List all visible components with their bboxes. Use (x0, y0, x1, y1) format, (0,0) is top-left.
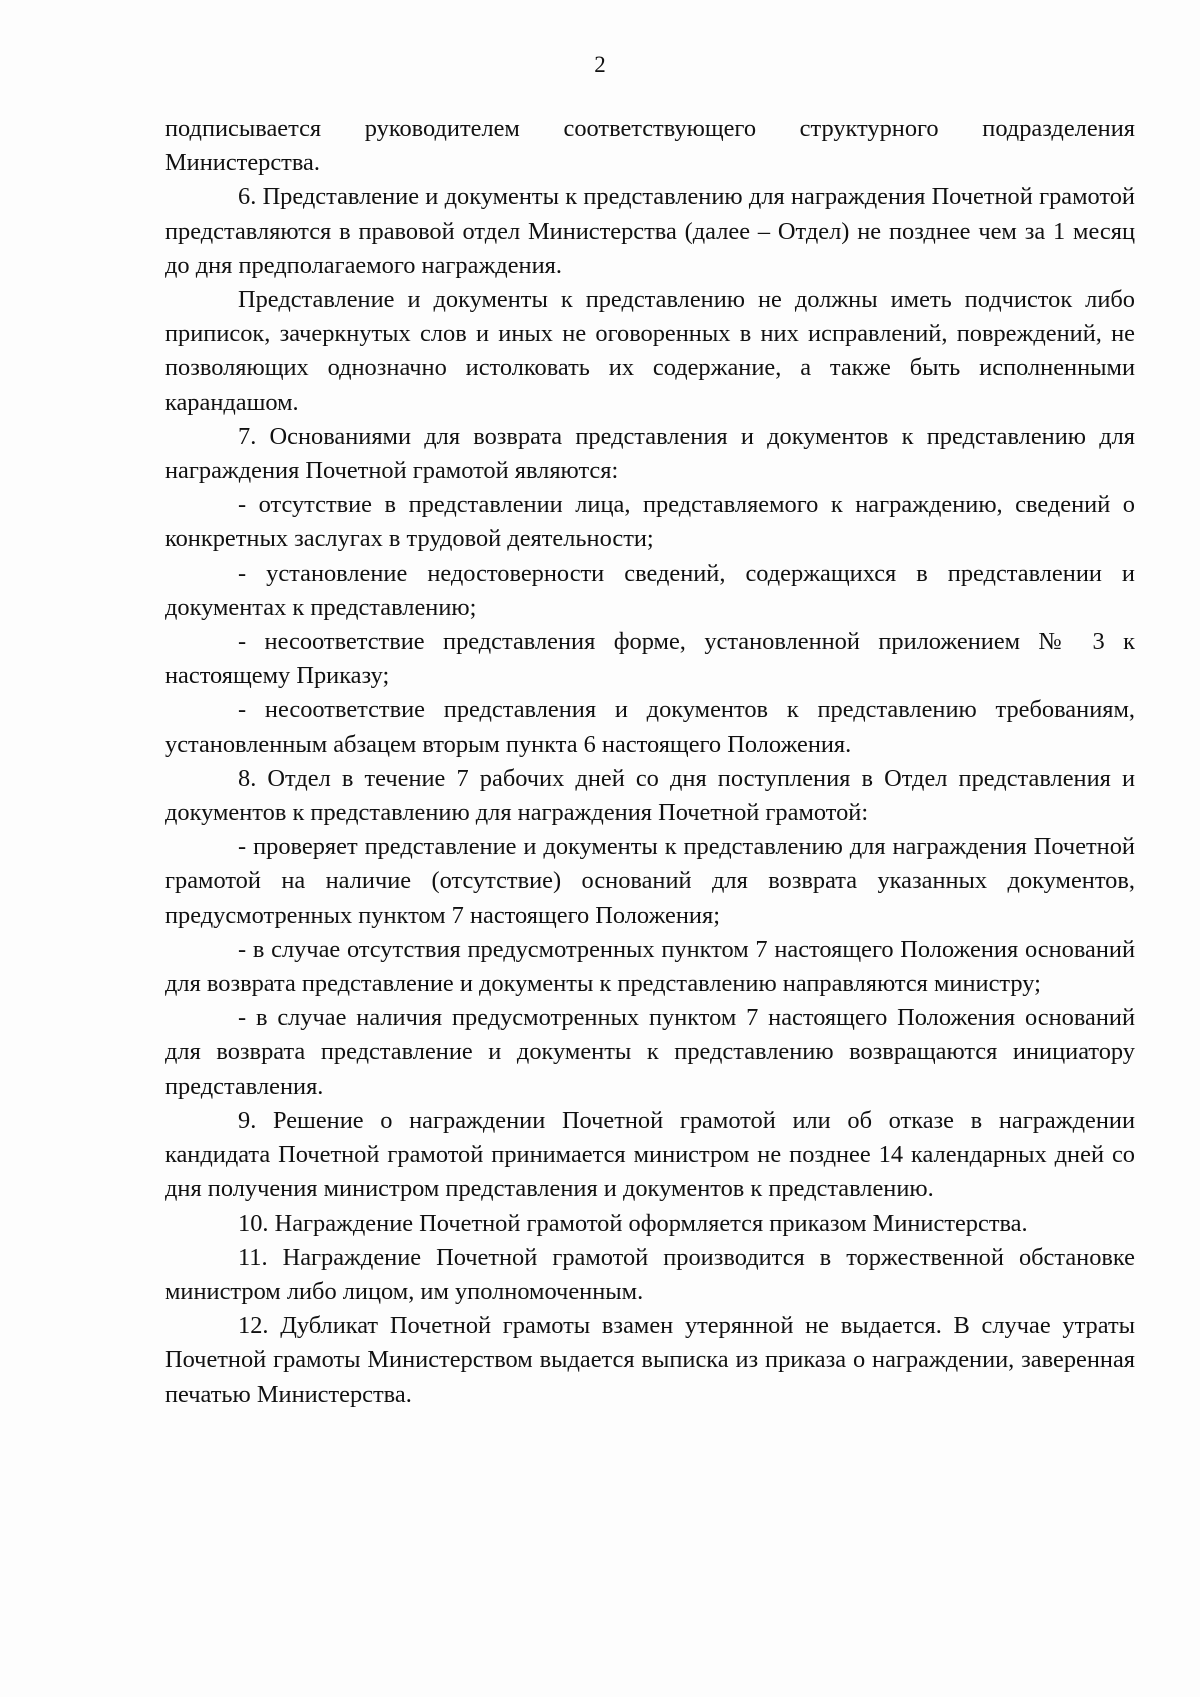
paragraph-item-7: 7. Основаниями для возврата представления и документов к представлению для награждения Почетной грамотой являются: (165, 422, 1135, 485)
paragraph-item-8: 8. Отдел в течение 7 рабочих дней со дня поступления в Отдел представления и документов к представлению для награждения Почетной грамотой: (165, 764, 1135, 827)
list-item-7-2: - установление недостоверности сведений, содержащихся в представлении и документах к представлению; (165, 559, 1135, 621)
paragraph-item-11: 11. Награждение Почетной грамотой производится в торжественной обстановке министром либо лицом, им уполномоченным. (165, 1243, 1135, 1305)
list-item-7-1: - отсутствие в представлении лица, представляемого к награждению, сведений о конкретных заслугах в трудовой деятельности; (165, 491, 1135, 553)
document-body (165, 112, 1135, 1412)
list-item-8-3: - в случае наличия предусмотренных пунктом 7 настоящего Положения оснований для возврата представление и документы к представлению возвращаются инициатору представления. (165, 1004, 1135, 1100)
list-item-8-2: - в случае отсутствия предусмотренных пунктом 7 настоящего Положения оснований для возврата представление и документы к представлению направляются министру; (165, 935, 1135, 998)
paragraph-item-6: 6. Представление и документы к представлению для награждения Почетной грамотой представляются в правовой отдел Министерства (далее – Отдел) не позднее чем за 1 месяц до дня предполагаемого награждения. (165, 183, 1135, 279)
paragraph-item-12: 12. Дубликат Почетной грамоты взамен утерянной не выдается. В случае утраты Почетной грамоты Министерством выдается выписка из приказа о награждении, заверенная печатью Министерства. (165, 1312, 1135, 1408)
paragraph-item-10: 10. Награждение Почетной грамотой оформляется приказом Министерства. (238, 1209, 1028, 1237)
list-item-7-4: - несоответствие представления и документов к представлению требованиям, установленным абзацем вторым пункта 6 настоящего Положения. (165, 696, 1135, 758)
paragraph-item-9: 9. Решение о награждении Почетной грамотой или об отказе в награждении кандидата Почетной грамотой принимается министром не позднее 14 календарных дней со дня получения министром представления и документов к представлению. (165, 1106, 1135, 1203)
list-item-7-3: - несоответствие представления форме, установленной приложением № 3 к настоящему Приказу; (165, 628, 1135, 690)
list-item-8-1: - проверяет представление и документы к представлению для награждения Почетной грамотой на наличие (отсутствие) оснований для возврата указанных документов, предусмотренных пунктом 7 настоящего Положения; (165, 833, 1135, 929)
page-number: 2 (594, 52, 606, 77)
paragraph-item-6-requirements: Представление и документы к представлению не должны иметь подчисток либо приписок, зачеркнутых слов и иных не оговоренных в них исправлений, повреждений, не позволяющих однозначно истолковать их содержание, а также быть исполненными карандашом. (165, 286, 1135, 416)
paragraph-continuation: подписывается руководителем соответствующего структурного подразделения Министерства. (165, 115, 1135, 177)
